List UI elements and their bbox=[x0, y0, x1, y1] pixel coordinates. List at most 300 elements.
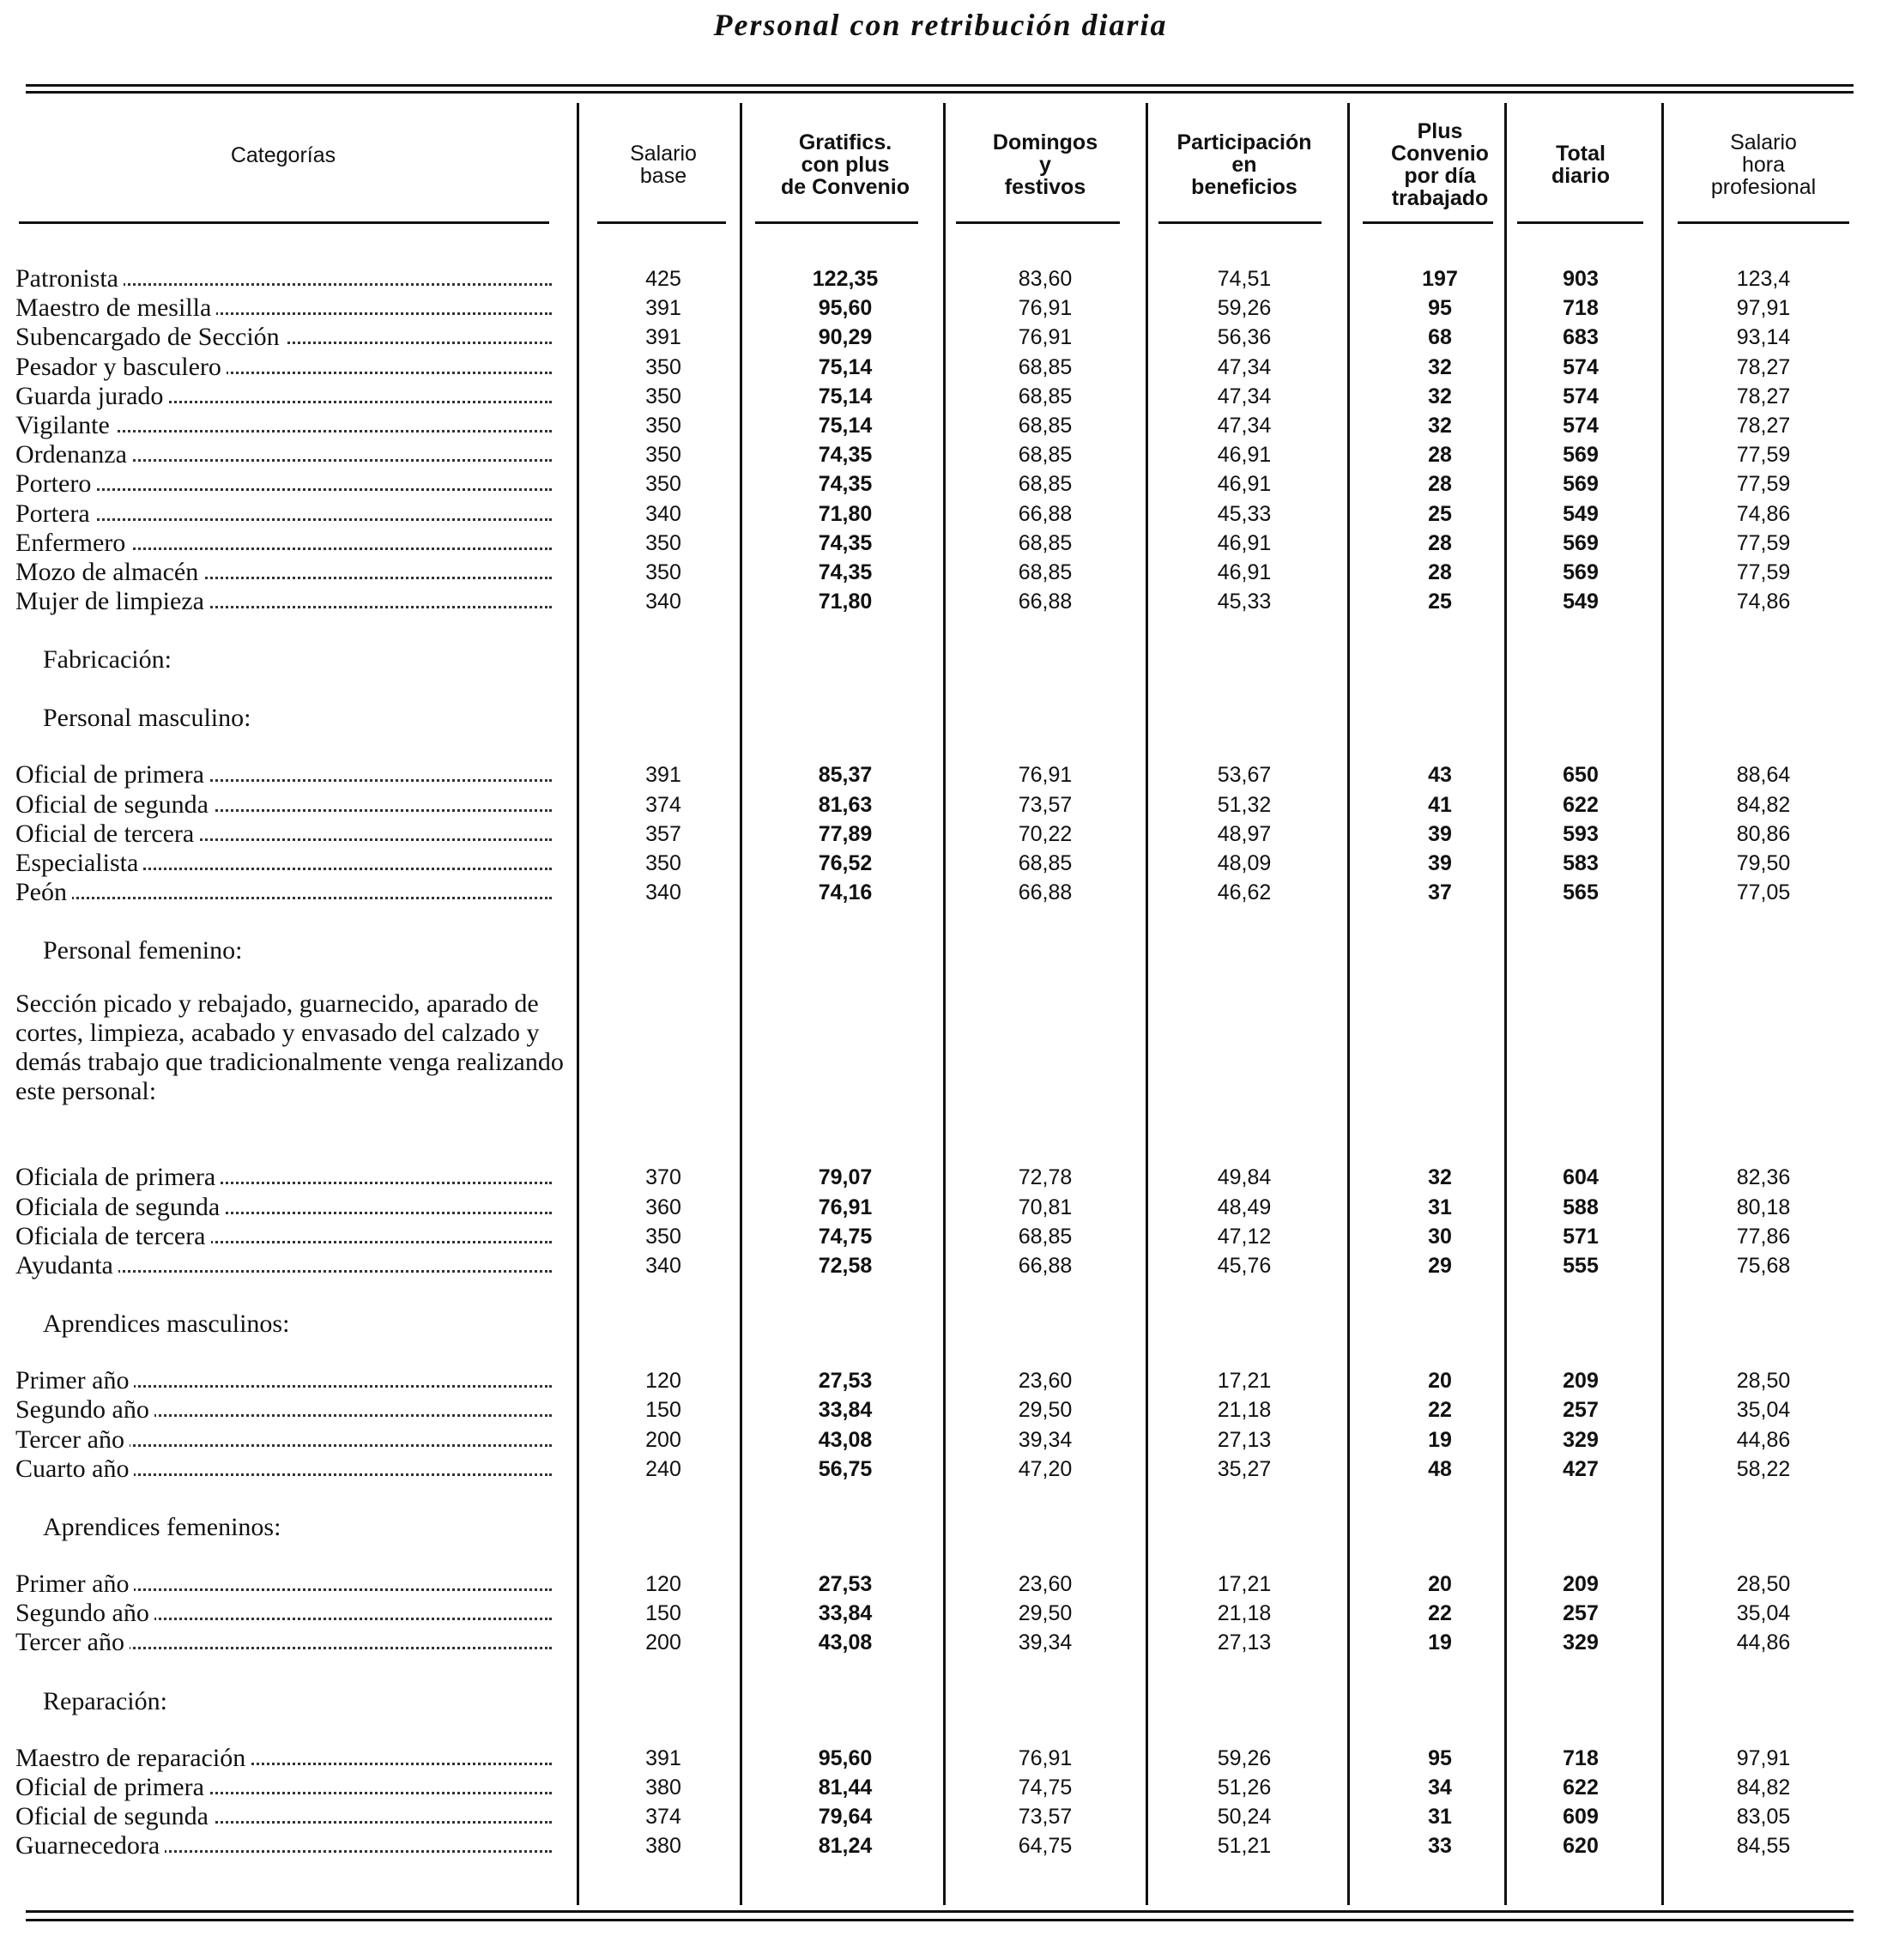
value-cell: 569 bbox=[1563, 472, 1599, 497]
value-cell: 350 bbox=[645, 384, 681, 408]
value-cell: 76,91 bbox=[1018, 296, 1073, 321]
value-cell: 28 bbox=[1428, 443, 1452, 468]
category-label: Oficial de primera bbox=[15, 1773, 209, 1801]
value-cell: 903 bbox=[1563, 267, 1599, 291]
value-cell: 68,85 bbox=[1018, 414, 1073, 438]
value-cell: 79,07 bbox=[818, 1165, 873, 1190]
category-label: Enfermero bbox=[15, 529, 130, 557]
top-rule-second bbox=[26, 91, 1854, 94]
category-cell bbox=[15, 1251, 552, 1280]
category-cell bbox=[15, 1163, 552, 1192]
category-cell bbox=[15, 849, 552, 878]
table-row bbox=[0, 1366, 1881, 1395]
value-cell: 77,59 bbox=[1736, 472, 1791, 497]
category-cell bbox=[15, 1831, 552, 1860]
value-cell: 81,24 bbox=[818, 1834, 873, 1859]
category-label: Ordenanza bbox=[15, 440, 132, 469]
value-cell: 68,85 bbox=[1018, 354, 1073, 379]
category-label: Cuarto año bbox=[15, 1455, 134, 1483]
value-cell: 350 bbox=[645, 560, 681, 584]
value-cell: 77,86 bbox=[1736, 1224, 1791, 1249]
value-cell: 33 bbox=[1428, 1834, 1452, 1859]
value-cell: 78,27 bbox=[1736, 384, 1791, 408]
section-heading: Personal masculino: bbox=[43, 704, 251, 733]
value-cell: 28,50 bbox=[1736, 1369, 1791, 1394]
category-label: Oficial de primera bbox=[15, 760, 209, 789]
table-row bbox=[0, 1251, 1881, 1280]
value-cell: 84,82 bbox=[1736, 792, 1791, 817]
value-cell: 50,24 bbox=[1217, 1805, 1272, 1829]
value-cell: 97,91 bbox=[1736, 1745, 1791, 1770]
value-cell: 29,50 bbox=[1018, 1398, 1073, 1423]
header-underline bbox=[1158, 221, 1322, 224]
value-cell: 340 bbox=[645, 501, 681, 526]
table-row bbox=[0, 1599, 1881, 1628]
value-cell: 28 bbox=[1428, 472, 1452, 497]
value-cell: 51,32 bbox=[1217, 792, 1272, 817]
value-cell: 350 bbox=[645, 530, 681, 555]
table-row bbox=[0, 790, 1881, 820]
value-cell: 197 bbox=[1422, 267, 1458, 291]
value-cell: 27,13 bbox=[1217, 1630, 1272, 1655]
value-cell: 59,26 bbox=[1217, 296, 1272, 321]
value-cell: 350 bbox=[645, 354, 681, 379]
category-cell bbox=[15, 1744, 552, 1773]
category-cell bbox=[15, 1570, 552, 1599]
value-cell: 609 bbox=[1563, 1805, 1599, 1829]
table-row bbox=[0, 411, 1881, 440]
category-label: Maestro de reparación bbox=[15, 1744, 251, 1772]
value-cell: 78,27 bbox=[1736, 354, 1791, 379]
value-cell: 44,86 bbox=[1736, 1427, 1791, 1452]
value-cell: 120 bbox=[645, 1572, 681, 1596]
value-cell: 43 bbox=[1428, 763, 1452, 788]
value-cell: 74,86 bbox=[1736, 501, 1791, 526]
table-row bbox=[0, 1570, 1881, 1599]
header-underline bbox=[755, 221, 918, 224]
value-cell: 76,91 bbox=[1018, 763, 1073, 788]
category-label: Oficial de segunda bbox=[15, 1802, 214, 1830]
value-cell: 22 bbox=[1428, 1601, 1452, 1626]
value-cell: 68,85 bbox=[1018, 443, 1073, 468]
value-cell: 74,35 bbox=[818, 560, 873, 584]
table-row bbox=[0, 323, 1881, 352]
value-cell: 350 bbox=[645, 443, 681, 468]
category-cell bbox=[15, 790, 552, 820]
value-cell: 31 bbox=[1428, 1805, 1452, 1829]
value-cell: 150 bbox=[645, 1398, 681, 1423]
value-cell: 574 bbox=[1563, 414, 1599, 438]
category-label: Oficiala de primera bbox=[15, 1163, 221, 1191]
table-row bbox=[0, 820, 1881, 849]
category-label: Primer año bbox=[15, 1366, 134, 1394]
bottom-rule-second bbox=[26, 1919, 1854, 1921]
value-cell: 574 bbox=[1563, 384, 1599, 408]
value-cell: 49,84 bbox=[1217, 1165, 1272, 1190]
value-cell: 20 bbox=[1428, 1572, 1452, 1596]
value-cell: 19 bbox=[1428, 1427, 1452, 1452]
value-cell: 56,75 bbox=[818, 1456, 873, 1481]
value-cell: 257 bbox=[1563, 1398, 1599, 1423]
value-cell: 374 bbox=[645, 792, 681, 817]
value-cell: 32 bbox=[1428, 1165, 1452, 1190]
value-cell: 68,85 bbox=[1018, 530, 1073, 555]
value-cell: 79,50 bbox=[1736, 851, 1791, 875]
value-cell: 46,62 bbox=[1217, 880, 1272, 905]
value-cell: 718 bbox=[1563, 296, 1599, 321]
value-cell: 47,34 bbox=[1217, 384, 1272, 408]
value-cell: 71,80 bbox=[818, 590, 873, 614]
category-label: Guarnecedora bbox=[15, 1831, 165, 1860]
value-cell: 74,35 bbox=[818, 472, 873, 497]
value-cell: 74,16 bbox=[818, 880, 873, 905]
value-cell: 71,80 bbox=[818, 501, 873, 526]
category-label: Mujer de limpieza bbox=[15, 587, 209, 615]
value-cell: 64,75 bbox=[1018, 1834, 1073, 1859]
value-cell: 583 bbox=[1563, 851, 1599, 875]
value-cell: 20 bbox=[1428, 1369, 1452, 1394]
value-cell: 74,75 bbox=[1018, 1775, 1073, 1800]
value-cell: 29 bbox=[1428, 1254, 1452, 1278]
section-heading: Aprendices masculinos: bbox=[43, 1310, 290, 1339]
value-cell: 75,14 bbox=[818, 384, 873, 408]
category-label: Pesador y basculero bbox=[15, 353, 227, 381]
value-cell: 329 bbox=[1563, 1427, 1599, 1452]
table-row bbox=[0, 1831, 1881, 1860]
header-underline bbox=[1517, 221, 1643, 224]
table-row bbox=[0, 760, 1881, 789]
value-cell: 95,60 bbox=[818, 296, 873, 321]
value-cell: 84,82 bbox=[1736, 1775, 1791, 1800]
value-cell: 74,35 bbox=[818, 530, 873, 555]
section-description: Sección picado y rebajado, guarnecido, aparado de cortes, limpieza, acabado y envasado del calzado y demás trabajo que tradicionalmente venga realizando este personal: bbox=[15, 989, 564, 1106]
column-header: Total diario bbox=[1551, 142, 1611, 188]
value-cell: 76,52 bbox=[818, 851, 873, 875]
category-label: Patronista bbox=[15, 264, 124, 293]
category-label: Maestro de mesilla bbox=[15, 293, 216, 322]
column-header: Categorías bbox=[230, 143, 336, 167]
category-label: Oficial de segunda bbox=[15, 790, 214, 819]
column-header: Domingos y festivos bbox=[992, 130, 1098, 199]
value-cell: 73,57 bbox=[1018, 792, 1073, 817]
value-cell: 31 bbox=[1428, 1195, 1452, 1219]
value-cell: 90,29 bbox=[818, 325, 873, 350]
value-cell: 27,53 bbox=[818, 1572, 873, 1596]
value-cell: 122,35 bbox=[812, 267, 879, 291]
table-row bbox=[0, 1628, 1881, 1657]
category-cell bbox=[15, 1455, 552, 1484]
value-cell: 75,14 bbox=[818, 354, 873, 379]
value-cell: 80,86 bbox=[1736, 821, 1791, 846]
category-label: Subencargado de Sección bbox=[15, 323, 285, 351]
value-cell: 74,86 bbox=[1736, 590, 1791, 614]
value-cell: 32 bbox=[1428, 414, 1452, 438]
value-cell: 21,18 bbox=[1217, 1601, 1272, 1626]
value-cell: 45,33 bbox=[1217, 590, 1272, 614]
category-label: Oficiala de segunda bbox=[15, 1193, 225, 1221]
value-cell: 46,91 bbox=[1217, 530, 1272, 555]
category-cell bbox=[15, 1425, 552, 1455]
table-title: Personal con retribución diaria bbox=[713, 8, 1168, 42]
value-cell: 350 bbox=[645, 1224, 681, 1249]
value-cell: 35,27 bbox=[1217, 1456, 1272, 1481]
value-cell: 120 bbox=[645, 1369, 681, 1394]
value-cell: 604 bbox=[1563, 1165, 1599, 1190]
value-cell: 593 bbox=[1563, 821, 1599, 846]
category-cell bbox=[15, 820, 552, 849]
value-cell: 360 bbox=[645, 1195, 681, 1219]
value-cell: 81,63 bbox=[818, 792, 873, 817]
value-cell: 32 bbox=[1428, 354, 1452, 379]
category-cell bbox=[15, 1193, 552, 1222]
category-cell bbox=[15, 499, 552, 529]
category-label: Portera bbox=[15, 499, 95, 528]
value-cell: 58,22 bbox=[1736, 1456, 1791, 1481]
category-cell bbox=[15, 1628, 552, 1657]
category-cell bbox=[15, 411, 552, 440]
value-cell: 56,36 bbox=[1217, 325, 1272, 350]
section-heading: Personal femenino: bbox=[43, 936, 243, 965]
value-cell: 48,97 bbox=[1217, 821, 1272, 846]
value-cell: 72,78 bbox=[1018, 1165, 1073, 1190]
value-cell: 28 bbox=[1428, 530, 1452, 555]
category-label: Segundo año bbox=[15, 1599, 154, 1627]
header-underline bbox=[956, 221, 1120, 224]
value-cell: 340 bbox=[645, 590, 681, 614]
value-cell: 350 bbox=[645, 472, 681, 497]
value-cell: 95 bbox=[1428, 1745, 1452, 1770]
table-row bbox=[0, 1425, 1881, 1455]
table-row bbox=[0, 382, 1881, 411]
value-cell: 85,37 bbox=[818, 763, 873, 788]
value-cell: 28,50 bbox=[1736, 1572, 1791, 1596]
table-row bbox=[0, 529, 1881, 558]
value-cell: 48 bbox=[1428, 1456, 1452, 1481]
value-cell: 84,55 bbox=[1736, 1834, 1791, 1859]
value-cell: 569 bbox=[1563, 443, 1599, 468]
category-cell bbox=[15, 1366, 552, 1395]
table-row bbox=[0, 353, 1881, 382]
value-cell: 565 bbox=[1563, 880, 1599, 905]
value-cell: 95 bbox=[1428, 296, 1452, 321]
value-cell: 51,26 bbox=[1217, 1775, 1272, 1800]
value-cell: 32 bbox=[1428, 384, 1452, 408]
category-cell bbox=[15, 558, 552, 587]
category-label: Segundo año bbox=[15, 1395, 154, 1424]
value-cell: 76,91 bbox=[1018, 1745, 1073, 1770]
value-cell: 28 bbox=[1428, 560, 1452, 584]
value-cell: 83,05 bbox=[1736, 1805, 1791, 1829]
value-cell: 39 bbox=[1428, 821, 1452, 846]
value-cell: 150 bbox=[645, 1601, 681, 1626]
value-cell: 68,85 bbox=[1018, 560, 1073, 584]
value-cell: 380 bbox=[645, 1834, 681, 1859]
table-row bbox=[0, 499, 1881, 529]
value-cell: 74,35 bbox=[818, 443, 873, 468]
value-cell: 66,88 bbox=[1018, 501, 1073, 526]
value-cell: 23,60 bbox=[1018, 1572, 1073, 1596]
table-row bbox=[0, 440, 1881, 469]
table-row bbox=[0, 1193, 1881, 1222]
value-cell: 68,85 bbox=[1018, 851, 1073, 875]
value-cell: 425 bbox=[645, 267, 681, 291]
value-cell: 79,64 bbox=[818, 1805, 873, 1829]
value-cell: 66,88 bbox=[1018, 590, 1073, 614]
value-cell: 70,81 bbox=[1018, 1195, 1073, 1219]
value-cell: 77,59 bbox=[1736, 560, 1791, 584]
value-cell: 39 bbox=[1428, 851, 1452, 875]
table-row bbox=[0, 293, 1881, 323]
bottom-rule bbox=[26, 1910, 1854, 1913]
value-cell: 340 bbox=[645, 880, 681, 905]
category-label: Tercer año bbox=[15, 1628, 130, 1656]
value-cell: 45,33 bbox=[1217, 501, 1272, 526]
value-cell: 88,64 bbox=[1736, 763, 1791, 788]
header-underline bbox=[1678, 221, 1849, 224]
value-cell: 19 bbox=[1428, 1630, 1452, 1655]
value-cell: 46,91 bbox=[1217, 560, 1272, 584]
value-cell: 650 bbox=[1563, 763, 1599, 788]
category-label: Oficial de tercera bbox=[15, 820, 199, 848]
value-cell: 22 bbox=[1428, 1398, 1452, 1423]
value-cell: 555 bbox=[1563, 1254, 1599, 1278]
table-row bbox=[0, 1802, 1881, 1831]
category-cell bbox=[15, 878, 552, 907]
category-cell bbox=[15, 264, 552, 293]
value-cell: 209 bbox=[1563, 1572, 1599, 1596]
section-heading: Aprendices femeninos: bbox=[43, 1513, 281, 1541]
value-cell: 81,44 bbox=[818, 1775, 873, 1800]
value-cell: 549 bbox=[1563, 501, 1599, 526]
value-cell: 77,05 bbox=[1736, 880, 1791, 905]
table-row bbox=[0, 1163, 1881, 1192]
category-cell bbox=[15, 469, 552, 499]
category-cell bbox=[15, 382, 552, 411]
value-cell: 569 bbox=[1563, 560, 1599, 584]
value-cell: 574 bbox=[1563, 354, 1599, 379]
value-cell: 70,22 bbox=[1018, 821, 1073, 846]
value-cell: 48,49 bbox=[1217, 1195, 1272, 1219]
value-cell: 83,60 bbox=[1018, 267, 1073, 291]
value-cell: 68,85 bbox=[1018, 472, 1073, 497]
category-cell bbox=[15, 587, 552, 616]
value-cell: 33,84 bbox=[818, 1398, 873, 1423]
value-cell: 718 bbox=[1563, 1745, 1599, 1770]
value-cell: 68 bbox=[1428, 325, 1452, 350]
header-underline bbox=[1363, 221, 1493, 224]
value-cell: 43,08 bbox=[818, 1630, 873, 1655]
category-cell bbox=[15, 440, 552, 469]
value-cell: 59,26 bbox=[1217, 1745, 1272, 1770]
table-row bbox=[0, 469, 1881, 499]
value-cell: 350 bbox=[645, 414, 681, 438]
value-cell: 571 bbox=[1563, 1224, 1599, 1249]
category-label: Portero bbox=[15, 469, 96, 498]
value-cell: 51,21 bbox=[1217, 1834, 1272, 1859]
value-cell: 75,14 bbox=[818, 414, 873, 438]
value-cell: 78,27 bbox=[1736, 414, 1791, 438]
value-cell: 350 bbox=[645, 851, 681, 875]
value-cell: 53,67 bbox=[1217, 763, 1272, 788]
value-cell: 620 bbox=[1563, 1834, 1599, 1859]
category-label: Ayudanta bbox=[15, 1251, 118, 1279]
value-cell: 47,34 bbox=[1217, 354, 1272, 379]
value-cell: 17,21 bbox=[1217, 1369, 1272, 1394]
value-cell: 47,20 bbox=[1018, 1456, 1073, 1481]
category-cell bbox=[15, 1395, 552, 1425]
value-cell: 17,21 bbox=[1217, 1572, 1272, 1596]
column-header: Salario hora profesional bbox=[1710, 130, 1817, 199]
table-row bbox=[0, 878, 1881, 907]
value-cell: 23,60 bbox=[1018, 1369, 1073, 1394]
value-cell: 45,76 bbox=[1217, 1254, 1272, 1278]
category-cell bbox=[15, 1773, 552, 1802]
value-cell: 97,91 bbox=[1736, 296, 1791, 321]
category-cell bbox=[15, 323, 552, 352]
value-cell: 391 bbox=[645, 1745, 681, 1770]
value-cell: 370 bbox=[645, 1165, 681, 1190]
value-cell: 357 bbox=[645, 821, 681, 846]
column-header: Plus Convenio por día trabajado bbox=[1391, 119, 1489, 210]
value-cell: 391 bbox=[645, 763, 681, 788]
category-label: Tercer año bbox=[15, 1425, 130, 1454]
value-cell: 588 bbox=[1563, 1195, 1599, 1219]
value-cell: 29,50 bbox=[1018, 1601, 1073, 1626]
category-label: Vigilante bbox=[15, 411, 115, 439]
value-cell: 76,91 bbox=[818, 1195, 873, 1219]
table-row bbox=[0, 264, 1881, 293]
table-row bbox=[0, 1773, 1881, 1802]
value-cell: 43,08 bbox=[818, 1427, 873, 1452]
value-cell: 76,91 bbox=[1018, 325, 1073, 350]
value-cell: 46,91 bbox=[1217, 443, 1272, 468]
category-cell bbox=[15, 1802, 552, 1831]
value-cell: 74,75 bbox=[818, 1224, 873, 1249]
value-cell: 33,84 bbox=[818, 1601, 873, 1626]
value-cell: 25 bbox=[1428, 590, 1452, 614]
value-cell: 47,12 bbox=[1217, 1224, 1272, 1249]
header-underline bbox=[597, 221, 726, 224]
category-label: Especialista bbox=[15, 849, 143, 877]
value-cell: 27,13 bbox=[1217, 1427, 1272, 1452]
value-cell: 549 bbox=[1563, 590, 1599, 614]
top-rule bbox=[26, 84, 1854, 87]
value-cell: 46,91 bbox=[1217, 472, 1272, 497]
value-cell: 80,18 bbox=[1736, 1195, 1791, 1219]
value-cell: 34 bbox=[1428, 1775, 1452, 1800]
value-cell: 329 bbox=[1563, 1630, 1599, 1655]
value-cell: 41 bbox=[1428, 792, 1452, 817]
value-cell: 683 bbox=[1563, 325, 1599, 350]
table-row bbox=[0, 558, 1881, 587]
value-cell: 240 bbox=[645, 1456, 681, 1481]
value-cell: 123,4 bbox=[1736, 267, 1791, 291]
value-cell: 68,85 bbox=[1018, 384, 1073, 408]
value-cell: 74,51 bbox=[1217, 267, 1272, 291]
value-cell: 39,34 bbox=[1018, 1427, 1073, 1452]
category-cell bbox=[15, 293, 552, 323]
category-cell bbox=[15, 760, 552, 789]
value-cell: 374 bbox=[645, 1805, 681, 1829]
value-cell: 200 bbox=[645, 1427, 681, 1452]
section-heading: Reparación: bbox=[43, 1686, 167, 1715]
value-cell: 391 bbox=[645, 325, 681, 350]
value-cell: 77,59 bbox=[1736, 530, 1791, 555]
value-cell: 200 bbox=[645, 1630, 681, 1655]
value-cell: 37 bbox=[1428, 880, 1452, 905]
value-cell: 569 bbox=[1563, 530, 1599, 555]
value-cell: 35,04 bbox=[1736, 1601, 1791, 1626]
